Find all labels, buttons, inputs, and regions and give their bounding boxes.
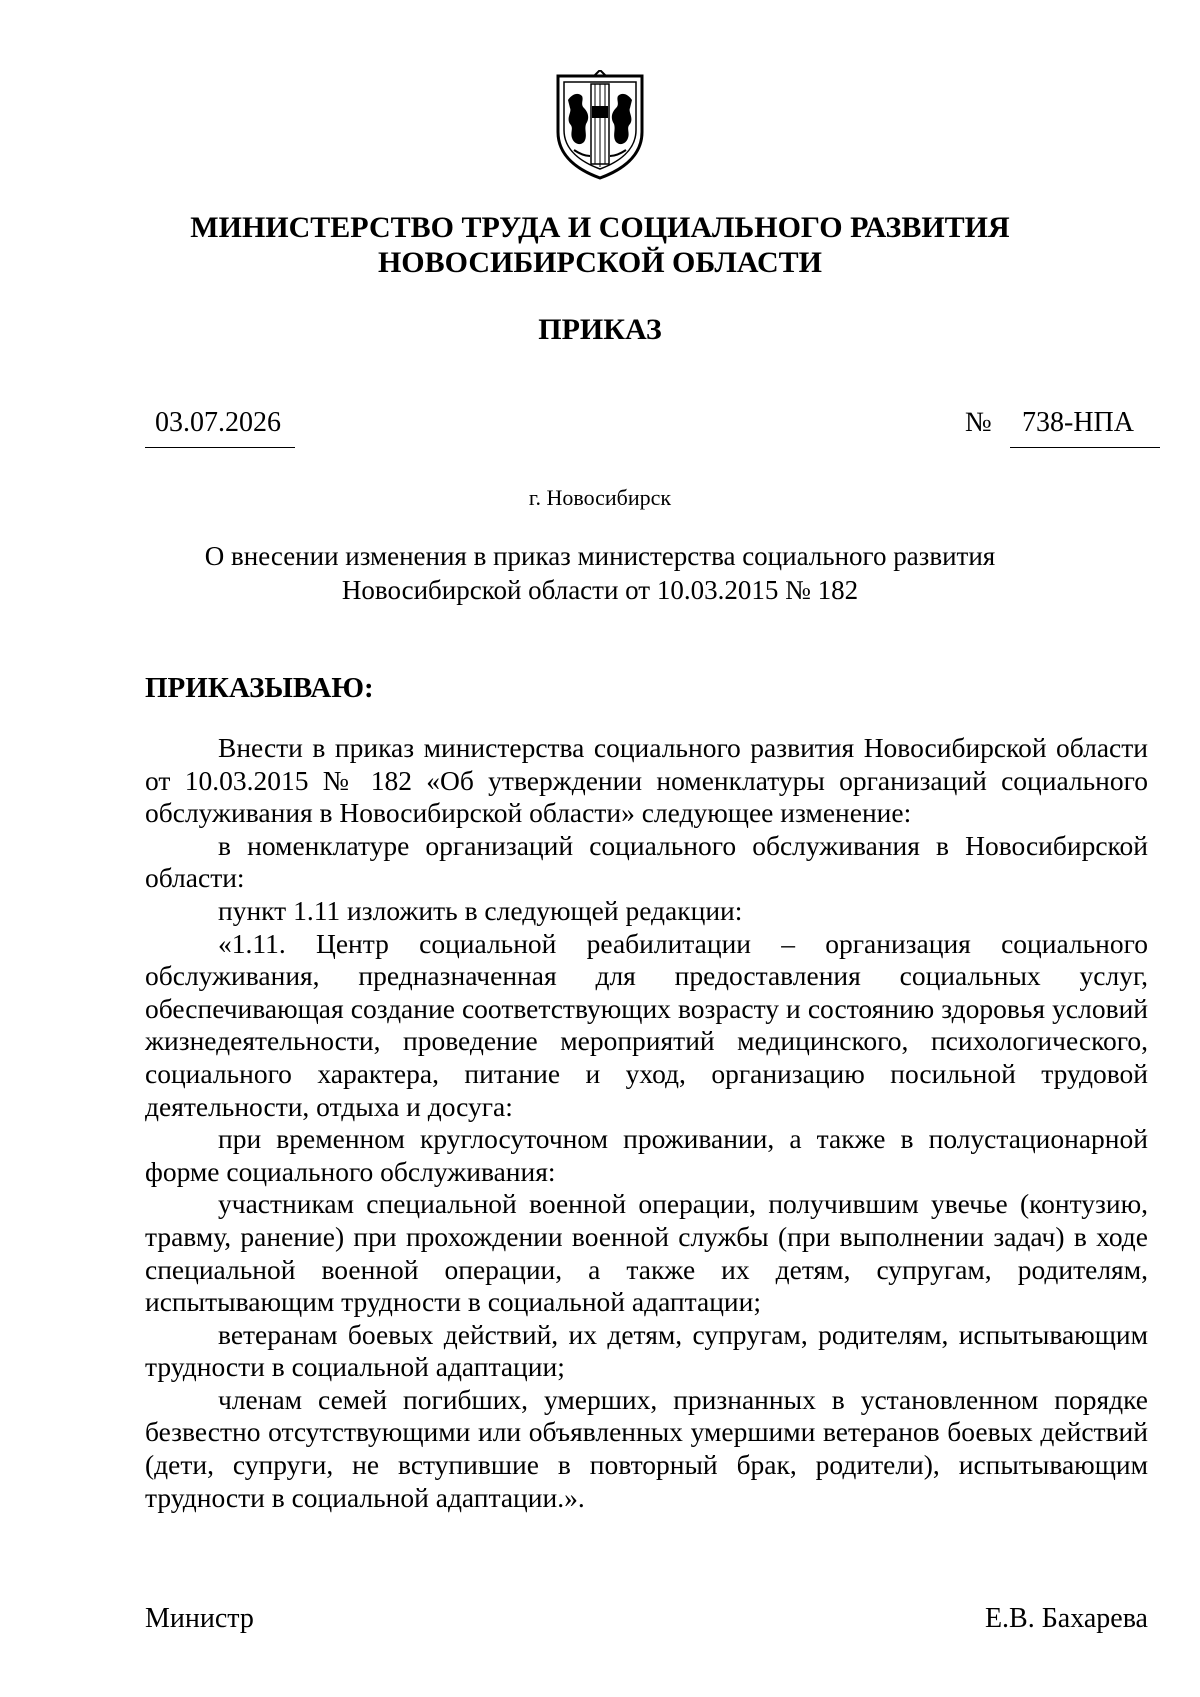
order-date-field [145, 405, 295, 448]
body-paragraph: участникам специальной военной операции, получившим увечье (контузию, травму, ранение) при прохождении военной службы (при выполнении задач) в ходе специальной военной операции, а также их детям, супругам, родителям, испытывающим трудности в социальной адаптации; [145, 1188, 1148, 1318]
body-paragraph: в номенклатуре организаций социального обслуживания в Новосибирской области: [145, 829, 1148, 894]
document-type: ПРИКАЗ [538, 313, 662, 346]
order-body [145, 732, 1148, 1514]
body-paragraph: Внести в приказ министерства социального развития Новосибирской области от 10.03.2015 № 182 «Об утверждении номенклатуры организаций социального обслуживания в Новосибирской области» следующее изменение: [145, 732, 1148, 829]
number-sign: № [965, 407, 992, 438]
body-paragraph: членам семей погибших, умерших, признанных в установленном порядке безвестно отсутствующими или объявленных умершими ветеранов боевых действий (дети, супруги, не вступившие в повторный брак, родители), испытывающим трудности в социальной адаптации.». [145, 1383, 1148, 1513]
signer-name: Е.В. Бахарева [984, 1603, 1148, 1634]
ministry-name-line2: НОВОСИБИРСКОЙ ОБЛАСТИ [377, 246, 823, 279]
ministry-name-line1: МИНИСТЕРСТВО ТРУДА И СОЦИАЛЬНОГО РАЗВИТИЯ [190, 211, 1010, 244]
body-paragraph: при временном круглосуточном проживании, а также в полустационарной форме социального обслуживания: [145, 1123, 1148, 1187]
subject-line1: О внесении изменения в приказ министерства социального развития [204, 541, 996, 571]
decree-heading: ПРИКАЗЫВАЮ: [145, 672, 374, 704]
order-date: 03.07.2026 [155, 407, 281, 438]
body-paragraph: пункт 1.11 изложить в следующей редакции: [218, 894, 743, 926]
order-number: 738-НПА [1022, 407, 1134, 438]
signer-title: Министр [145, 1603, 254, 1634]
coat-of-arms-icon [554, 70, 646, 182]
order-number-field [1010, 405, 1160, 448]
body-paragraph: «1.11. Центр социальной реабилитации – организация социального обслуживания, предназначенная для предоставления социальных услуг, обеспечивающая создание соответствующих возрасту и состоянию здоровья условий жизнедеятельности, проведение мероприятий медицинского, психологического, социального характера, питание и уход, организацию посильной трудовой деятельности, отдыха и досуга: [145, 927, 1148, 1122]
subject-line2: Новосибирской области от 10.03.2015 № 182 [341, 575, 859, 605]
city: г. Новосибирск [528, 485, 672, 510]
body-paragraph: ветеранам боевых действий, их детям, супругам, родителям, испытывающим трудности в социальной адаптации; [145, 1318, 1148, 1383]
